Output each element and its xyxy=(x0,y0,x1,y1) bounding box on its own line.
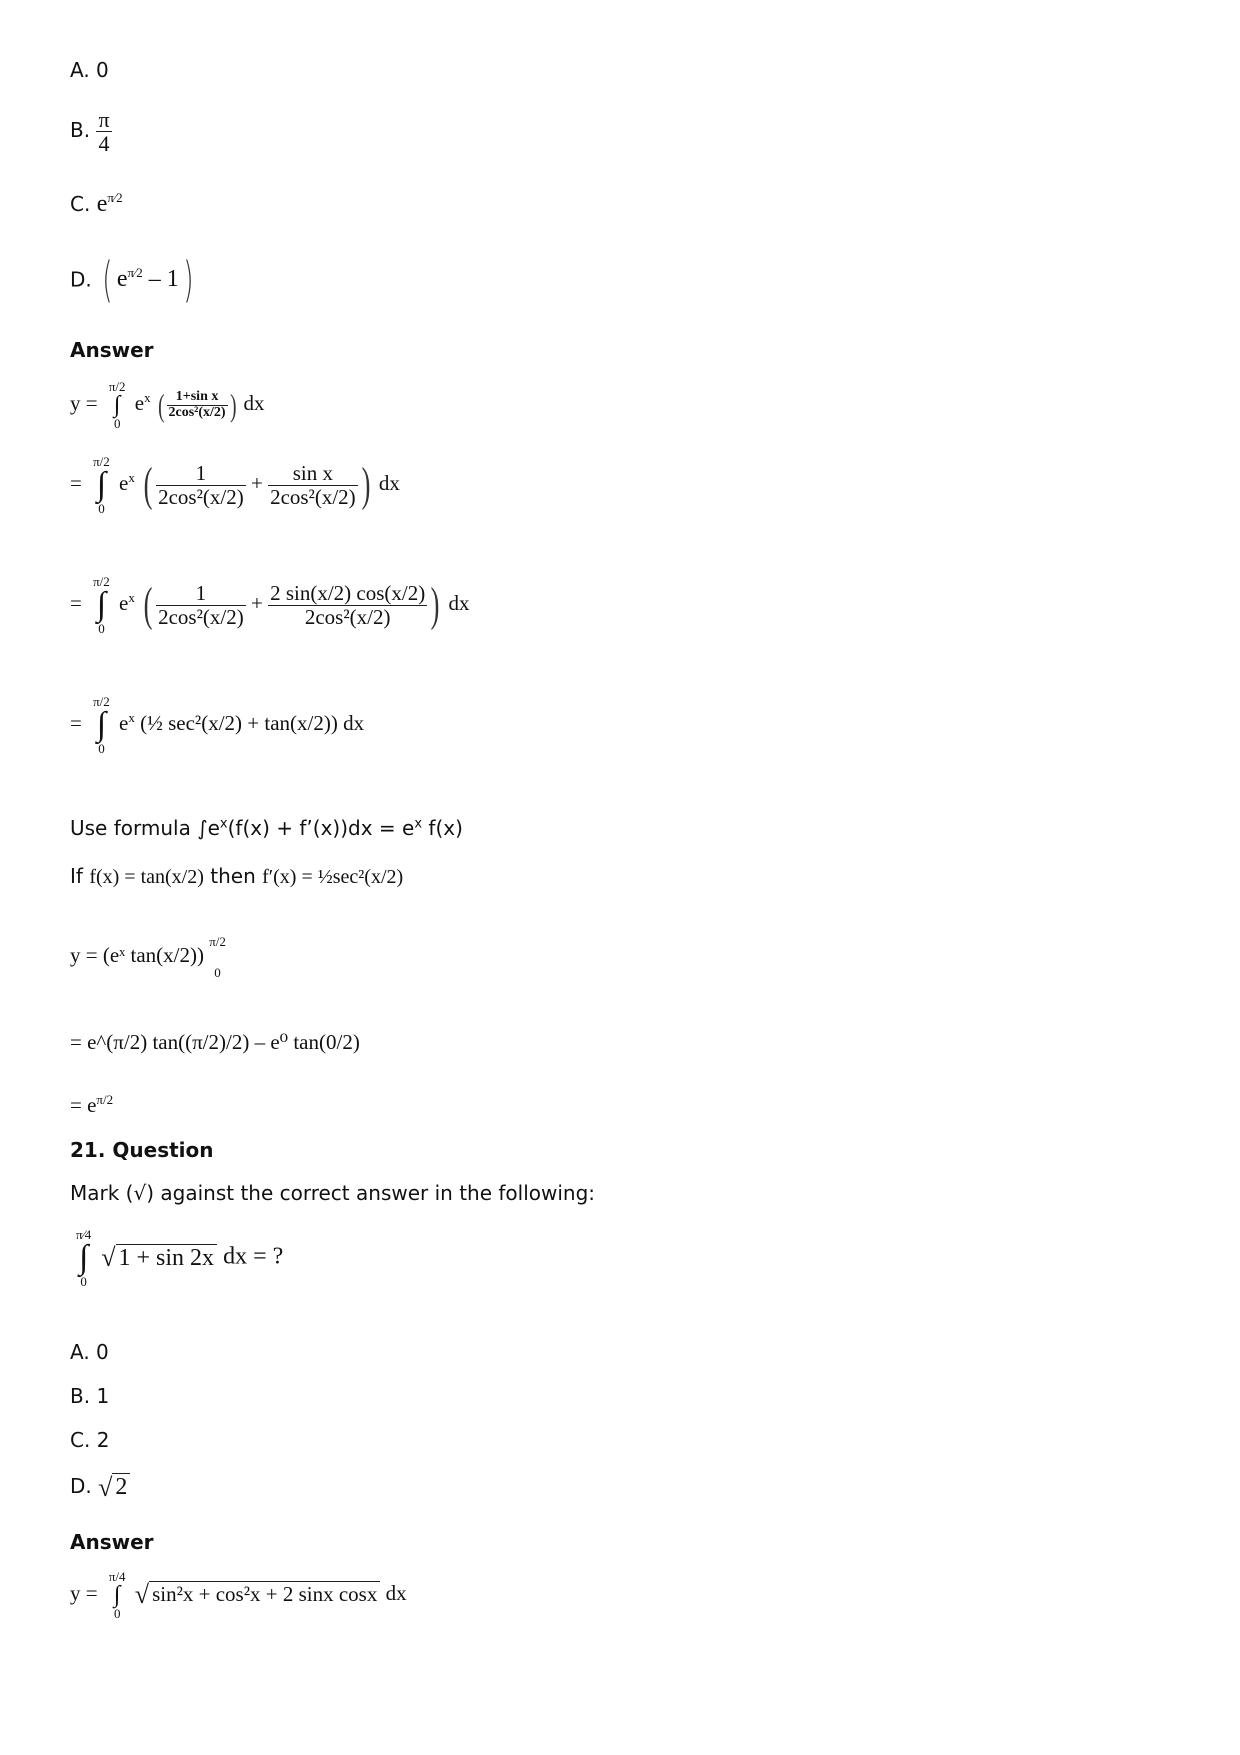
question-heading: 21. Question xyxy=(70,1138,214,1162)
solution-line-4: = π/2 ∫ 0 $e^x$ (½ sec²(x/2) + tan(x/2)) dx xyxy=(70,694,365,756)
exponential: $e^{\pi⁄2}$ xyxy=(96,190,123,217)
option-value: 0 xyxy=(96,58,109,82)
solution-line-7: = $e^{\pi/2}$ xyxy=(70,1092,114,1117)
fraction-denominator: 4 xyxy=(98,131,110,157)
option-label: C. xyxy=(70,192,91,216)
solution-line-1: y = π/2 ∫ 0 $e^x$ ( $\frac{\text{1+sin x}}{\text{2cos²(x/2)}}$ ) dx xyxy=(70,379,265,431)
option-c: C. 2 xyxy=(70,1428,110,1452)
option-d: D. ( $e^{\pi⁄2} - 1$) xyxy=(70,252,194,308)
solution-line-2: = π/2 ∫ 0 $e^x$ ( $\frac{1}{\text{2cos²(x/2)}}$ + $\frac{\text{sin x}}{\text{2cos²(x/2)}}$ ) dx xyxy=(70,454,400,516)
formula-text: Use formula $\int e^x(f(x)$ + f’(x))dx = $e^x$ f(x) xyxy=(70,816,463,840)
option-a xyxy=(70,58,109,82)
option-label: D. xyxy=(70,267,92,292)
solution-line-3: = π/2 ∫ 0 $e^x$ ( $\frac{1}{\text{2cos²(x/2)}}$ + $\frac{2 \sin(x/2) \cos(x/2)}{\text{2cos²(x/2)}}$ ) dx xyxy=(70,574,470,636)
option-a: A. 0 xyxy=(70,1340,109,1364)
exponential: $e^{\pi⁄2} - 1$ xyxy=(116,265,179,293)
answer-heading: Answer xyxy=(70,338,154,362)
option-label: B. xyxy=(70,118,91,143)
solution-line-5: y = (eˣ tan(x/2)) π/2 0 xyxy=(70,934,226,980)
solution-line-6: = e^(π/2) tan((π/2)/2) – e⁰ tan(0/2) xyxy=(70,1030,360,1054)
option-b: B. 1 xyxy=(70,1384,110,1408)
answer-heading: Answer xyxy=(70,1530,154,1554)
option-c xyxy=(70,190,123,219)
question-prompt: Mark (√) against the correct answer in the following: xyxy=(70,1181,596,1205)
option-b xyxy=(70,108,112,155)
option-label: A. xyxy=(70,58,90,82)
option-d: D. √ 2 xyxy=(70,1472,130,1503)
if-then-text: If f(x) = tan(x/2) then f′(x) = ½sec²(x/2) xyxy=(70,864,404,888)
question-integral: π⁄4 ∫ 0 √ 1 + sin 2x dx = ? xyxy=(76,1227,284,1289)
solution-line-1: y = π/4 ∫ 0 √ sin²x + cos²x + 2 sinx cosx dx xyxy=(70,1569,407,1621)
fraction-numerator: π xyxy=(98,107,110,132)
